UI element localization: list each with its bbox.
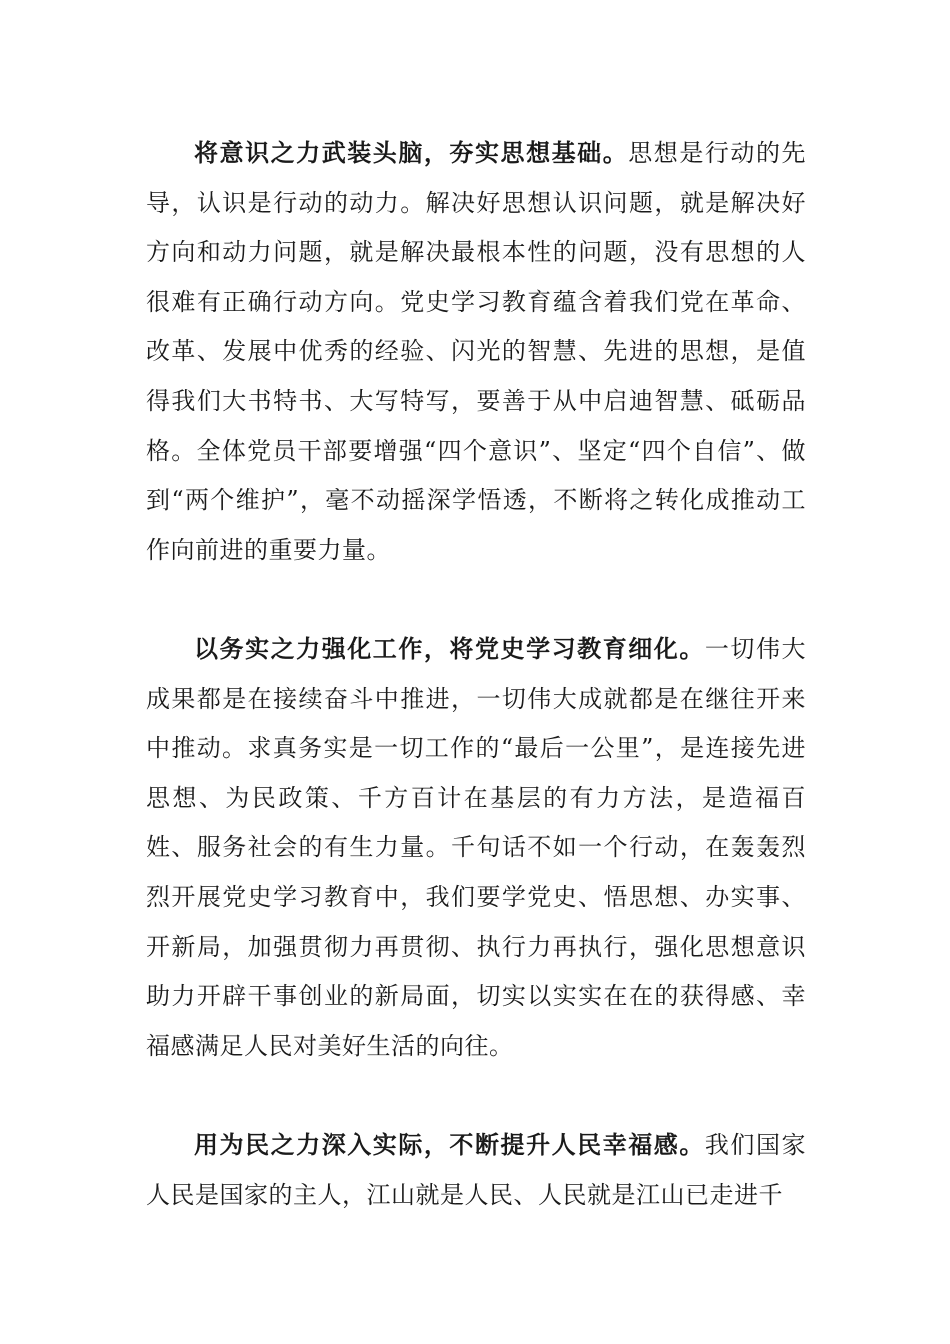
paragraph-2-lead: 以务实之力强化工作，将党史学习教育细化。 <box>194 634 705 663</box>
paragraph-1-lead: 将意识之力武装头脑，夯实思想基础。 <box>194 138 629 167</box>
paragraph-3-body: 我们国家人民是国家的主人，江山就是人民、人民就是江山已走进千 <box>146 1131 807 1209</box>
paragraph-1 <box>146 128 806 575</box>
paragraph-3-lead: 用为民之力深入实际，不断提升人民幸福感。 <box>194 1130 705 1159</box>
paragraph-2-body: 一切伟大成果都是在接续奋斗中推进，一切伟大成就都是在继往开来中推动。求真务实是一切工作的“最后一公里”，是连接先进思想、为民政策、千方百计在基层的有力方法，是造福百姓、服务社会的有生力量。千句话不如一个行动，在轰轰烈烈开展党史学习教育中，我们要学党史、悟思想、办实事、开新局，加强贯彻力再贯彻、执行力再执行，强化思想意识助力开辟干事创业的新局面，切实以实实在在的获得感、幸福感满足人民对美好生活的向往。 <box>146 635 807 1060</box>
paragraph-3 <box>146 1120 806 1220</box>
paragraph-2 <box>146 624 806 1071</box>
paragraph-1-body: 思想是行动的先导，认识是行动的动力。解决好思想认识问题，就是解决好方向和动力问题，就是解决最根本性的问题，没有思想的人很难有正确行动方向。党史学习教育蕴含着我们党在革命、改革、发展中优秀的经验、闪光的智慧、先进的思想，是值得我们大书特书、大写特写，要善于从中启迪智慧、砥砺品格。全体党员干部要增强“四个意识”、坚定“四个自信”、做到“两个维护”，毫不动摇深学悟透，不断将之转化成推动工作向前进的重要力量。 <box>146 139 807 564</box>
